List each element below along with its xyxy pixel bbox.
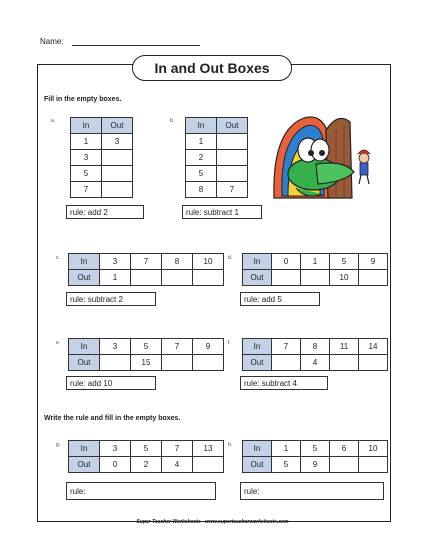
- out-cell: 0: [100, 457, 131, 473]
- out-cell[interactable]: [272, 270, 301, 286]
- out-header: Out: [69, 457, 100, 473]
- out-cell[interactable]: [131, 270, 162, 286]
- out-cell[interactable]: [162, 270, 193, 286]
- out-cell[interactable]: [193, 355, 224, 371]
- problem-g-rule-field[interactable]: rule:: [66, 482, 216, 500]
- in-cell: 0: [272, 254, 301, 270]
- out-cell: 7: [217, 182, 248, 198]
- out-cell[interactable]: [102, 182, 133, 198]
- in-cell: 13: [193, 441, 224, 457]
- in-cell: 5: [71, 166, 102, 182]
- in-cell: 8: [162, 254, 193, 270]
- problem-f-rule: rule: subtract 4: [240, 376, 328, 390]
- in-header: In: [69, 254, 100, 270]
- problem-c-rule: rule: subtract 2: [66, 292, 156, 306]
- in-cell: 9: [193, 339, 224, 355]
- footer-credit: Super Teacher Worksheets - www.superteacherworksheets.com: [136, 519, 289, 525]
- out-cell: 1: [100, 270, 131, 286]
- in-cell: 1: [301, 254, 330, 270]
- in-cell: 5: [330, 254, 359, 270]
- in-cell: 10: [193, 254, 224, 270]
- problem-h-label: h.: [228, 442, 233, 448]
- out-cell[interactable]: [102, 166, 133, 182]
- problem-e-table: [68, 338, 224, 371]
- problem-a-rule: rule: add 2: [66, 205, 144, 219]
- in-cell: 6: [330, 441, 359, 457]
- in-header: In: [71, 118, 102, 134]
- in-cell: 3: [100, 441, 131, 457]
- in-header: In: [186, 118, 217, 134]
- problem-d-rule: rule: add 5: [240, 292, 320, 306]
- out-cell[interactable]: [217, 150, 248, 166]
- problem-b-label: b.: [170, 118, 175, 124]
- out-header: Out: [102, 118, 133, 134]
- out-cell: 5: [272, 457, 301, 473]
- name-line[interactable]: [72, 45, 200, 46]
- problem-a-table: [70, 117, 133, 198]
- out-cell[interactable]: [217, 166, 248, 182]
- in-cell: 7: [162, 441, 193, 457]
- in-cell: 14: [359, 339, 388, 355]
- problem-b-rule: rule: subtract 1: [182, 205, 262, 219]
- problem-f-table: [242, 338, 388, 371]
- in-cell: 3: [100, 339, 131, 355]
- out-cell: 4: [301, 355, 330, 371]
- problem-g-table: [68, 440, 224, 473]
- in-header: In: [69, 441, 100, 457]
- in-cell: 5: [186, 166, 217, 182]
- page-title: In and Out Boxes: [132, 55, 292, 81]
- problem-c-label: c.: [56, 255, 60, 261]
- out-cell[interactable]: [301, 270, 330, 286]
- problem-h-rule-field[interactable]: rule:: [240, 482, 384, 500]
- problem-e-label: e.: [56, 340, 61, 346]
- in-cell: 5: [131, 441, 162, 457]
- in-header: In: [243, 441, 272, 457]
- in-cell: 5: [131, 339, 162, 355]
- problem-d-table: [242, 253, 388, 286]
- problem-e-rule: rule: add 10: [66, 376, 156, 390]
- in-cell: 5: [301, 441, 330, 457]
- in-cell: 3: [100, 254, 131, 270]
- out-cell: 15: [131, 355, 162, 371]
- problem-c-table: [68, 253, 224, 286]
- in-cell: 7: [71, 182, 102, 198]
- in-header: In: [243, 254, 272, 270]
- out-header: Out: [243, 355, 272, 371]
- in-cell: 10: [359, 441, 388, 457]
- in-cell: 8: [186, 182, 217, 198]
- in-cell: 7: [131, 254, 162, 270]
- instructions-part2: Write the rule and fill in the empty boxes.: [44, 415, 181, 422]
- in-cell: 3: [71, 150, 102, 166]
- out-cell[interactable]: [193, 270, 224, 286]
- in-cell: 1: [71, 134, 102, 150]
- name-label: Name:: [40, 37, 64, 46]
- in-cell: 2: [186, 150, 217, 166]
- out-cell: 10: [330, 270, 359, 286]
- out-cell[interactable]: [359, 355, 388, 371]
- out-header: Out: [243, 457, 272, 473]
- in-cell: 7: [162, 339, 193, 355]
- out-cell[interactable]: [359, 457, 388, 473]
- out-cell: 4: [162, 457, 193, 473]
- problem-b-table: [185, 117, 248, 198]
- out-cell: 9: [301, 457, 330, 473]
- in-cell: 8: [301, 339, 330, 355]
- in-cell: 1: [186, 134, 217, 150]
- in-cell: 7: [272, 339, 301, 355]
- out-cell[interactable]: [359, 270, 388, 286]
- in-header: In: [69, 339, 100, 355]
- problem-a-label: a.: [51, 118, 56, 124]
- problem-f-label: f.: [228, 340, 231, 346]
- problem-g-label: g.: [56, 442, 61, 448]
- out-cell[interactable]: [330, 457, 359, 473]
- out-cell: 3: [102, 134, 133, 150]
- out-cell[interactable]: [100, 355, 131, 371]
- in-cell: 9: [359, 254, 388, 270]
- out-header: Out: [69, 355, 100, 371]
- out-cell[interactable]: [272, 355, 301, 371]
- out-cell[interactable]: [102, 150, 133, 166]
- out-header: Out: [69, 270, 100, 286]
- in-header: In: [243, 339, 272, 355]
- problem-d-label: d.: [228, 255, 233, 261]
- out-header: Out: [217, 118, 248, 134]
- out-cell[interactable]: [193, 457, 224, 473]
- in-cell: 11: [330, 339, 359, 355]
- problem-h-table: [242, 440, 388, 473]
- out-cell[interactable]: [162, 355, 193, 371]
- out-cell: 2: [131, 457, 162, 473]
- out-header: Out: [243, 270, 272, 286]
- alligator-illustration-icon: [266, 110, 386, 210]
- in-cell: 1: [272, 441, 301, 457]
- out-cell[interactable]: [217, 134, 248, 150]
- out-cell[interactable]: [330, 355, 359, 371]
- instructions-part1: Fill in the empty boxes.: [44, 96, 122, 103]
